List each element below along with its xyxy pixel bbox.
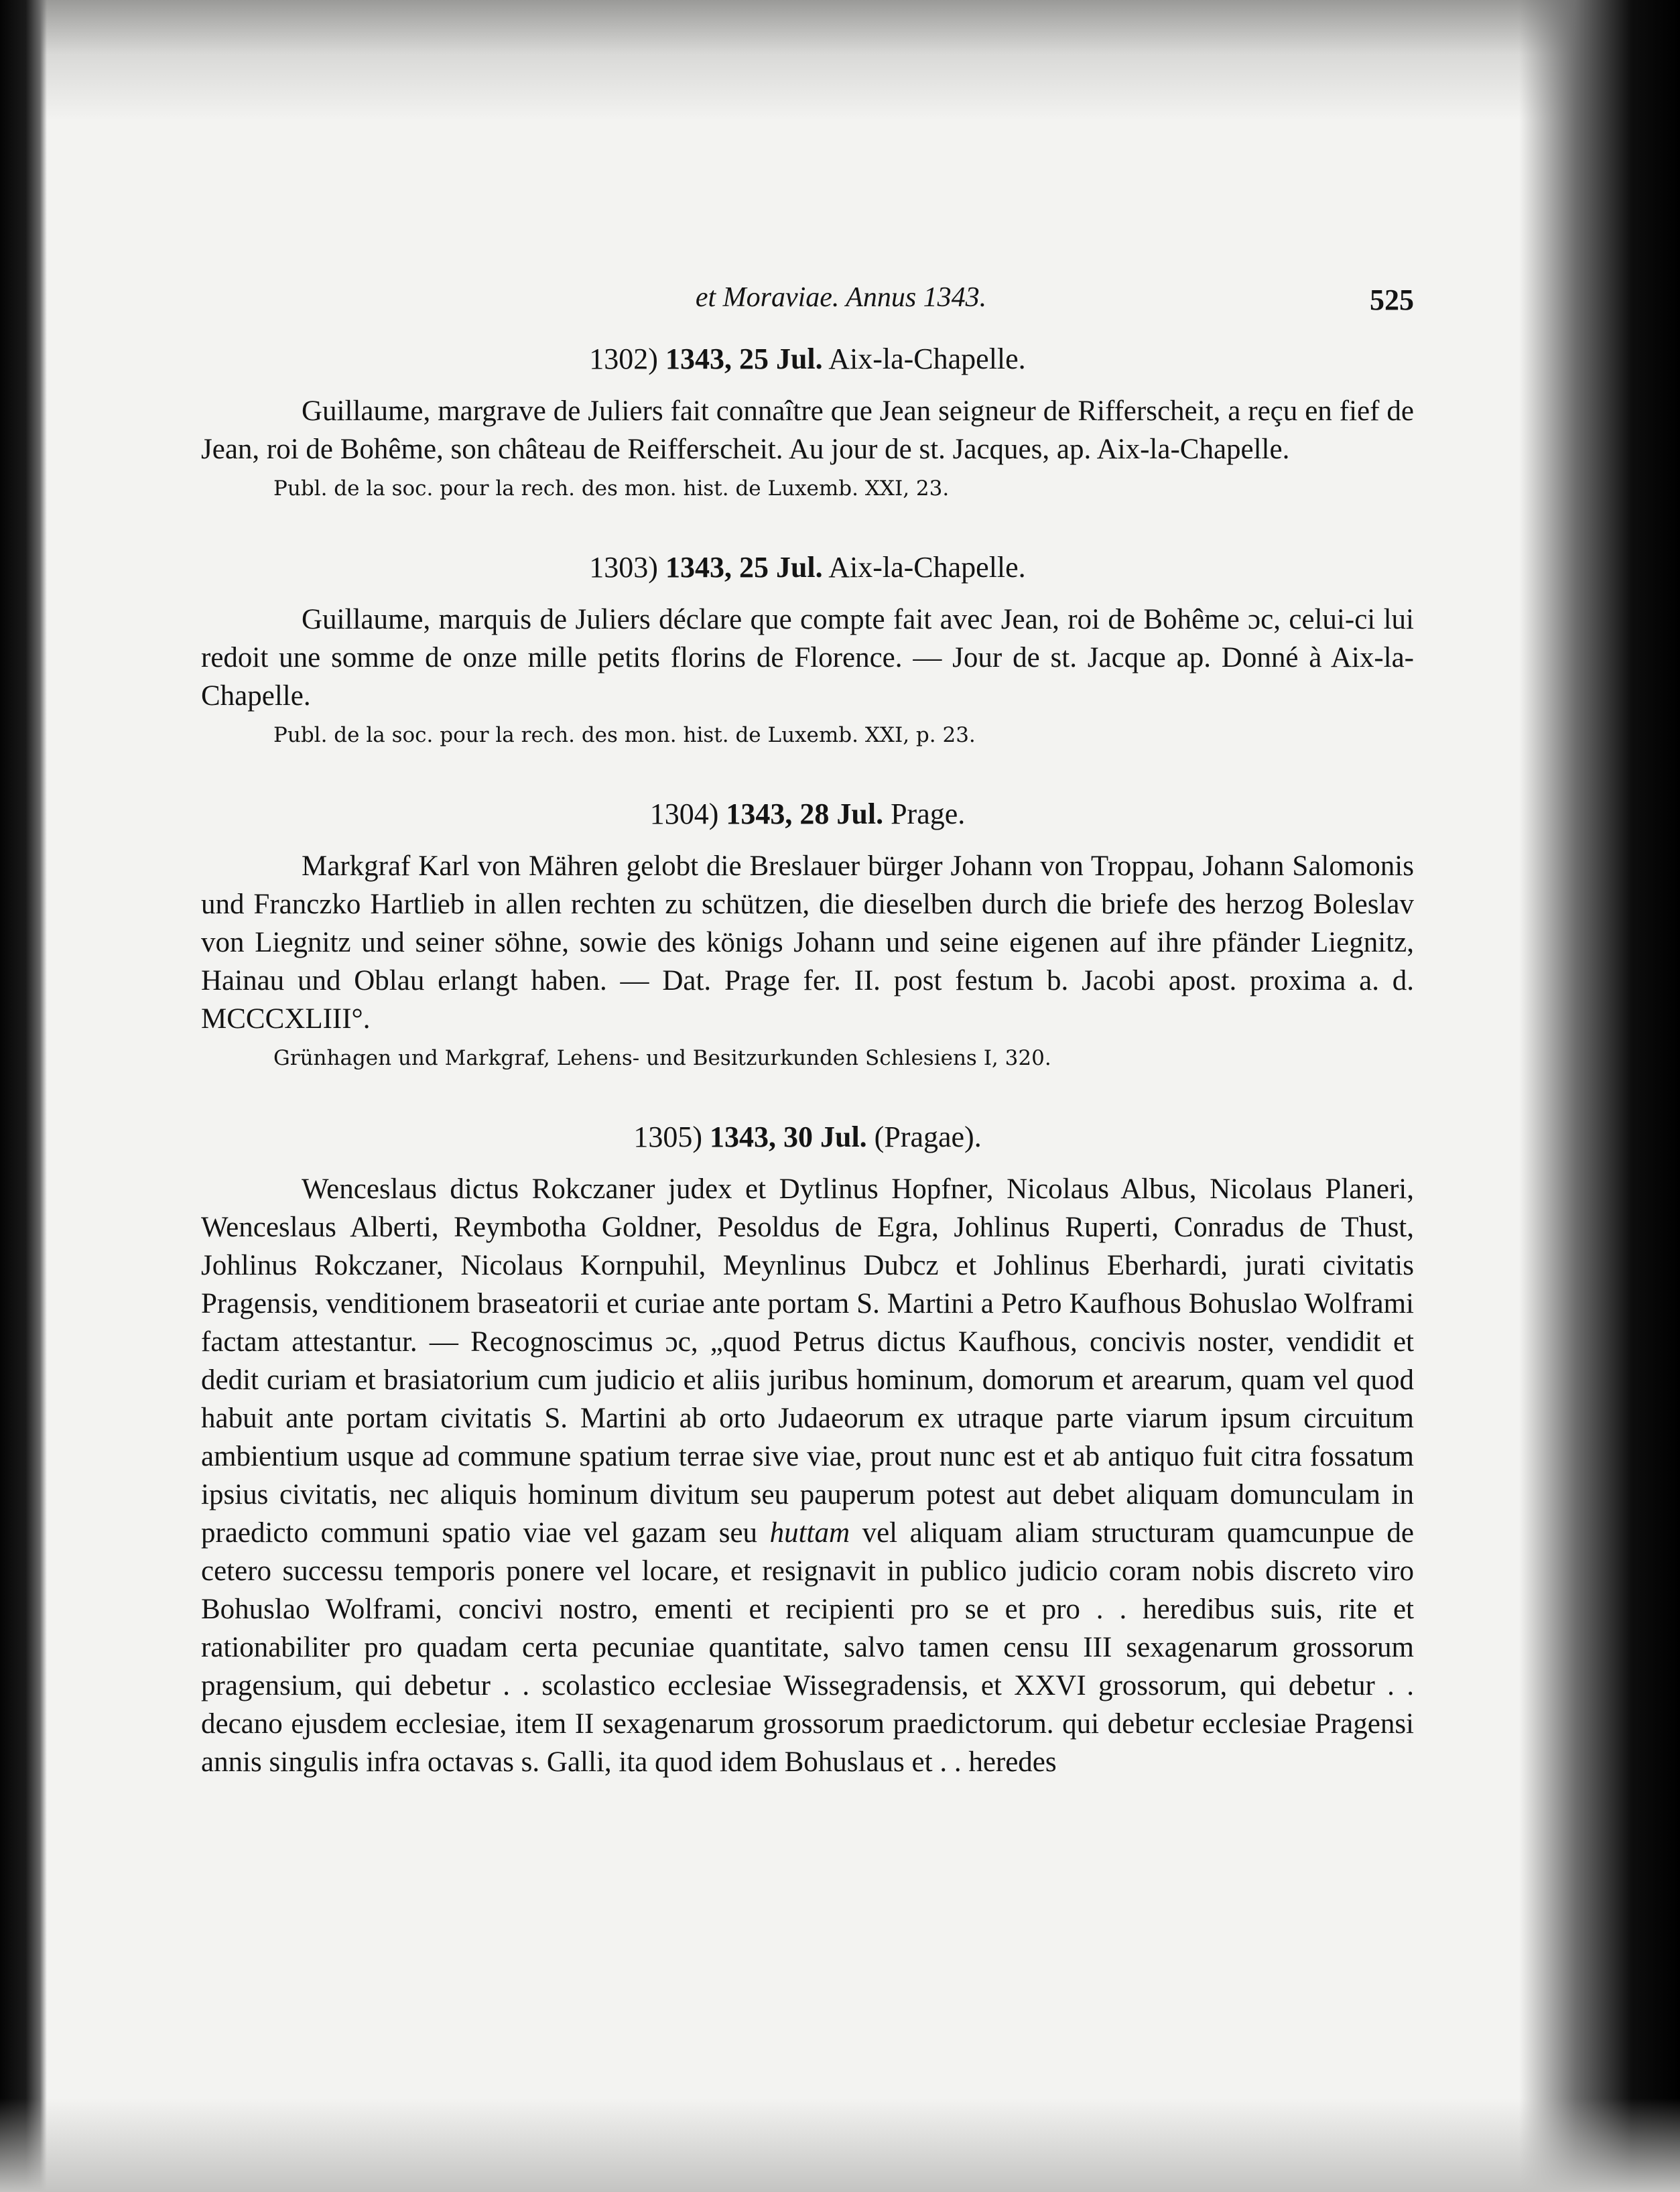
entry-1304: [201, 797, 1414, 1073]
entry-heading: [201, 342, 1414, 376]
entry-source: Grünhagen und Markgraf, Lehens- und Besitzurkunden Schlesiens I, 320.: [273, 1046, 1051, 1070]
entry-place: Aix-la-Chapelle.: [828, 342, 1026, 375]
running-title: et Moraviae. Annus 1343.: [695, 282, 987, 313]
entry-text: Guillaume, marquis de Juliers déclare que compte fait avec Jean, roi de Bohême ɔc, celui-ci lui redoit une somme de onze mille petits florins de Florence. — Jour de st. Jacque ap. Donné à Aix-la-Chapelle.: [201, 604, 1414, 712]
entry-heading: [201, 1120, 1414, 1154]
entry-heading: [201, 550, 1414, 584]
entry-text: Guillaume, margrave de Juliers fait connaître que Jean seigneur de Rifferscheit, a reçu en fief de Jean, roi de Bohême, son château de Reifferscheit. Au jour de st. Jacques, ap. Aix-la-Chapelle.: [201, 395, 1414, 465]
entry-number: 1303): [589, 551, 658, 584]
entry-1303: [201, 550, 1414, 750]
scan-shadow-right: [1519, 0, 1680, 2192]
running-head: [201, 268, 1414, 322]
entry-text: Markgraf Karl von Mähren gelobt die Breslauer bürger Johann von Troppau, Johann Salomonis und Franczko Hartlieb in allen rechten zu schützen, die dieselben durch die briefe des herzog Boleslav von Liegnitz und seiner söhne, sowie des königs Johann und seine eigenen auf ihre pfänder Liegnitz, Hainau und Oblau erlangt haben. — Dat. Prage fer. II. post festum b. Jacobi apost. proxima a. d. MCCCXLIII°.: [201, 850, 1414, 1035]
entry-number: 1305): [633, 1120, 702, 1153]
entry-text: [201, 1170, 1414, 1781]
entry-1305: [201, 1120, 1414, 1781]
entry-date: 1343, 30 Jul.: [709, 1120, 867, 1153]
scan-shadow-left: [0, 0, 47, 2192]
entry-source: Publ. de la soc. pour la rech. des mon. hist. de Luxemb. XXI, p. 23.: [273, 723, 976, 747]
entry-text-part: Wenceslaus dictus Rokczaner judex et Dytlinus Hopfner, Nicolaus Albus, Nicolaus Planeri, Wenceslaus Alberti, Reymbotha Goldner, Pesoldus de Egra, Johlinus Ruperti, Conradus de Thust, Johlinus Rokczaner, Nicolaus Kornpuhil, Meynlinus Dubcz et Johlinus Eberhardi, jurati civitatis Pragensis, venditionem braseatorii et curiae ante portam S. Martini a Petro Kaufhous Bohuslao Wolframi factam attestantur. — Recognoscimus ɔc, „quod Petrus dictus Kaufhous, concivis noster, vendidit et dedit curiam et brasiatorium cum judicio et aliis juribus hominum, domorum et arearum, quam vel quod habuit ante portam civitatis S. Martini ab orto Judaeorum ex utraque parte viarum ipsum circuitum ambientium usque ad commune spatium terrae sive viae, prout nunc est et ab antiquo fuit citra fossatum ipsius civitatis, nec aliquis hominum divitum seu pauperum potest aut debet aliquam domunculam in praedicto communi spatio viae vel gazam seu: [201, 1173, 1414, 1549]
entry-date: 1343, 25 Jul.: [665, 551, 823, 584]
entry-date: 1343, 25 Jul.: [665, 342, 823, 375]
entry-place: (Pragae).: [874, 1120, 982, 1153]
scan-shadow-top: [0, 0, 1680, 121]
entry-date: 1343, 28 Jul.: [726, 797, 884, 830]
entry-number: 1302): [589, 342, 658, 375]
entry-number: 1304): [649, 797, 719, 830]
document-page: [201, 268, 1414, 1781]
entry-place: Prage.: [891, 797, 966, 830]
page-number: 525: [1370, 283, 1414, 316]
entry-text-italic-word: huttam: [769, 1517, 850, 1549]
entry-source: Publ. de la soc. pour la rech. des mon. hist. de Luxemb. XXI, 23.: [273, 476, 950, 501]
entry-place: Aix-la-Chapelle.: [828, 551, 1026, 584]
scan-shadow-bottom: [0, 2098, 1680, 2192]
entry-1302: [201, 342, 1414, 503]
entry-heading: [201, 797, 1414, 831]
entry-text-part: vel aliquam aliam structuram quamcunpue de cetero successu temporis ponere vel locare, et resignavit in publico judicio coram nobis discreto viro Bohuslao Wolframi, concivi nostro, ementi et recipienti pro se et pro . . heredibus suis, rite et rationabiliter pro quadam certa pecuniae quantitate, salvo tamen censu III sexagenarum grossorum pragensium, qui debetur . . scolastico ecclesiae Wissegradensis, et XXVI grossorum, qui debetur . . decano ejusdem ecclesiae, item II sexagenarum grossorum praedictorum. qui debetur ecclesiae Pragensi annis singulis infra octavas s. Galli, ita quod idem Bohuslaus et . . heredes: [201, 1517, 1415, 1778]
